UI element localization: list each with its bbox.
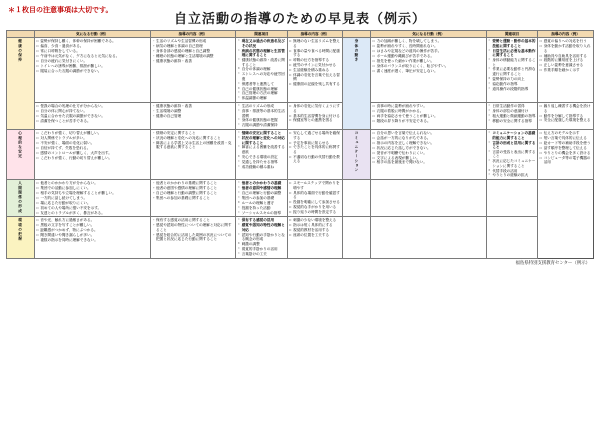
page-title: 自立活動の指導のための早見表（例示）	[173, 11, 426, 26]
table-cell	[371, 217, 487, 258]
list-item: □ やりとりの機会を多く設ける	[540, 151, 592, 155]
cell-item-list	[289, 181, 341, 214]
list-item: □ こだわりが強く、切り替えが難しい。	[36, 131, 148, 135]
header-rel-right: 関連項目	[486, 31, 537, 38]
cell-item-list	[488, 104, 535, 123]
list-item: □ 伝え方のモデルを示す	[540, 131, 592, 135]
list-item: □ 作業手順を細かく示す	[540, 68, 592, 72]
cell-item-list	[373, 39, 485, 73]
table-row	[7, 217, 594, 258]
list-item: □ 相手の話を最後まで聞けない。	[373, 160, 485, 164]
cell-item-list	[289, 218, 341, 237]
list-item: □ 視覚的教材を活用する	[289, 228, 341, 232]
table-cell	[371, 130, 487, 180]
cell-item-list	[373, 104, 485, 123]
list-item: □ 清潔を保つことが苦手である。	[36, 119, 148, 123]
list-item: ○ 状況に応じたコミュニケーションに関すること	[488, 159, 535, 168]
list-item: ○ 健康状態の維持・改善に関すること	[238, 58, 285, 67]
table-cell	[343, 217, 371, 258]
table-cell	[150, 130, 236, 180]
list-item: □ 黒板の文字を写すことが難しい。	[36, 223, 148, 227]
table-cell	[486, 217, 537, 258]
list-item: ・ 感覚や認知の特性についての理解と対応に関すること	[152, 223, 234, 232]
table-cell	[486, 103, 537, 130]
list-item: ・ 病気の理解と体調の自己管理	[152, 44, 234, 48]
list-item: □ 会話が一方的になりがちである。	[373, 136, 485, 140]
list-item: □ 絵カード等の補助手段を使う	[540, 141, 592, 145]
list-item: ○ 言語の形成と活用に関すること	[488, 141, 535, 150]
list-item: ○ 自分の体調の理解	[238, 67, 285, 71]
list-item: □ 刺激の少ない環境を整える	[289, 218, 341, 222]
list-item: ・ 障害による学習上又は生活上の困難を改善・克服する意欲に関すること	[152, 141, 234, 150]
list-item: □ 聞き間違いや聞き漏らしが多い。	[36, 233, 148, 237]
cell-item-list	[238, 218, 285, 256]
list-item: ・ 感覚を総合的に活用した周囲の状況についての把握と状況に応じた行動に関すること	[152, 233, 234, 242]
header-point-right: 指導の内容（例）	[538, 31, 594, 38]
list-item: □ 指示の内容を正しく理解できない。	[373, 141, 485, 145]
list-item: ・ 他者とのかかわりの基礎に関すること	[152, 181, 234, 185]
list-item: ○ 自己の健康状態の理解	[238, 87, 285, 91]
list-item: □ 服装に合った衣服の調節ができない。	[36, 69, 148, 73]
list-item: ○ 安心できる環境の設定	[238, 155, 285, 159]
cell-item-list	[540, 131, 592, 164]
cell-item-list	[488, 39, 535, 91]
list-item: ○ 衣服の調節や清潔保持	[238, 123, 285, 127]
list-item: □ 気温に合わせた衣服の調節ができない。	[36, 114, 148, 118]
list-item: □ 場に応じた行動が取りにくい。	[36, 201, 148, 205]
table-header	[7, 31, 594, 38]
list-item: □ 食事の時に姿勢が崩れやすい。	[373, 104, 485, 108]
list-item: ○ 姿勢と運動・動作の基本的技能に関すること	[488, 39, 535, 48]
list-item: □ 相手の気持ちや立場を理解することが難しい。	[36, 191, 148, 195]
list-item: □ 補助具や自助具を活用する	[540, 54, 592, 58]
list-item: ・ 情緒の安定に関すること	[152, 131, 234, 135]
list-item: ○ 集団への参加の基礎	[238, 196, 285, 200]
table-cell	[287, 180, 343, 217]
header-rel-left: 関連項目	[236, 31, 287, 38]
table-cell	[371, 180, 487, 217]
cell-item-list	[238, 39, 285, 100]
list-item: ○ 協応動作の指導	[488, 82, 535, 86]
list-item: □ 具体的な場面で行動を確認する	[289, 191, 341, 200]
list-item: □ 座席の位置を工夫する	[289, 233, 341, 237]
table-cell	[486, 180, 537, 217]
list-item: □ 感情のコントロールが難しく、大声を出す。	[36, 151, 148, 155]
list-item: ○ 自己管理の方法の理解	[238, 91, 285, 95]
list-item: □ コンピュータ等の電子機器の活用	[540, 156, 592, 165]
table-row	[7, 180, 594, 217]
list-item: □ 階段の昇り降りが不安定である。	[373, 119, 485, 123]
area-label-a4	[7, 217, 35, 258]
list-item: □ 偏食、少食・過食がある。	[36, 44, 148, 48]
cell-item-list	[36, 39, 148, 73]
table-row	[7, 103, 594, 130]
cell-item-list	[238, 181, 285, 215]
table-cell	[371, 38, 487, 103]
area-label-a2	[7, 130, 35, 180]
list-item: □ 呼吸の仕方を指導する	[289, 58, 341, 62]
area-label-text: 環境の把握	[18, 218, 23, 242]
list-item: □ 自信が持てず、失敗を恐れる。	[36, 146, 148, 150]
list-item: ○ ストレスへの対応や疲労回復	[238, 72, 285, 81]
list-item: □ 段階的に難易度を上げる	[540, 58, 592, 62]
table-body	[7, 38, 594, 258]
cell-item-list	[488, 131, 535, 178]
list-item: ・ 他者の意図や感情の理解に関すること	[152, 186, 234, 190]
table-cell	[287, 38, 343, 103]
cell-item-list	[152, 218, 234, 241]
cell-item-list	[238, 104, 285, 128]
list-item: □ 振り返りの時間を設定する	[289, 210, 341, 214]
list-item: □ 保健室等との連携を図る	[289, 118, 341, 122]
list-item: ○ 粗大運動と微細運動の指導	[488, 114, 535, 118]
list-item: □ 不安が強く、場面の変化に弱い。	[36, 141, 148, 145]
list-item: □ 不適切な行動の代替行動を教える	[289, 155, 341, 164]
list-item: □ 繰り返し練習する機会を設ける	[540, 104, 592, 113]
list-item: □ 午前中は元気がなく、夕方になると元気になる。	[36, 54, 148, 58]
cell-item-list	[36, 104, 148, 123]
list-item: ○ 生活のリズムの形成	[238, 104, 285, 108]
list-item: □ 書く速度が遅く、筆圧が安定しない。	[373, 69, 485, 73]
list-item: □ こだわりが強く、行動の切り替えが難しい。	[36, 156, 148, 160]
list-item: □ できたことを具体的に称賛する	[289, 145, 341, 154]
list-item: □ 常に口呼吸をしている。	[36, 49, 148, 53]
list-item: □ 身体の変化に気付くようにする	[289, 104, 341, 113]
list-item: □ 短い言葉で具体的に伝える	[540, 136, 592, 140]
list-item: □ 怪我の場合の処理の仕方が分からない。	[36, 104, 148, 108]
table-cell	[236, 180, 287, 217]
list-item: ・ 健康の自己管理	[152, 114, 234, 118]
list-item: □ 話す順序を整理して伝える	[540, 146, 592, 150]
area-label-text: 健康の保持	[18, 39, 23, 63]
table-cell	[486, 38, 537, 103]
cell-item-list	[540, 104, 592, 123]
list-item: □ 指示は短く具体的にする	[289, 223, 341, 227]
list-item: ・ 健康状態の維持・改善	[152, 104, 234, 108]
list-item: ○ 現在又は過去の疾患名及びその状況	[238, 39, 285, 48]
table-cell	[34, 130, 150, 180]
cell-item-list	[238, 131, 285, 169]
list-item: □ 身体を動かす活動を取り入れる	[540, 44, 592, 53]
list-item: □ 衣服の着脱に時間がかかる。	[373, 109, 485, 113]
list-item: □ はさみや定規などの道具の操作が苦手。	[373, 49, 485, 53]
list-item: □ ボール運動や縄跳びが苦手である。	[373, 54, 485, 58]
list-item: □ 健康面の記録を残し共有する	[289, 82, 341, 86]
list-item: □ 音や光、触れ方に過敏さがある。	[36, 218, 148, 222]
list-item: ○ 認知や行動の手掛かりとなる概念の形成	[238, 233, 285, 242]
cell-item-list	[540, 39, 592, 72]
list-item: □ 正しい姿勢を意識させる	[540, 63, 592, 67]
note-text: ＊１枚目の注意事項は大切です。	[8, 7, 113, 14]
list-item: □ 食事の量や食べる時間に配慮する	[289, 49, 341, 58]
cell-item-list	[152, 131, 234, 150]
table-cell	[236, 38, 287, 103]
table-cell	[150, 180, 236, 217]
cell-item-list	[36, 218, 148, 242]
list-item: ○ ルールの理解と遵守	[238, 201, 285, 205]
list-item: ○ 言葉掛けの工夫	[238, 252, 285, 256]
list-item: □ 安心して過ごせる場所を確保する	[289, 131, 341, 140]
list-item: □ 距離感がつかめず、物にぶつかる。	[36, 228, 148, 232]
list-item: ○ 移動の安全に関する指導	[488, 119, 535, 123]
header-worry-left: 気になる行動（例）	[34, 31, 150, 38]
main-table	[6, 30, 594, 259]
list-item: □ 対人関係でトラブルが多い。	[36, 136, 148, 140]
list-item: ○ 言語の受容と表出に関すること	[488, 150, 535, 159]
list-item: ○ 道具操作の段階的指導	[488, 87, 535, 91]
list-item: ○ 身体の部位の意識付け	[488, 109, 535, 113]
list-item: □ 自分の思いを言葉で伝えられない。	[373, 131, 485, 135]
table-row	[7, 38, 594, 103]
header-worry-right: 気になる行動（例）	[371, 31, 487, 38]
list-item: □ トイレへの誘導が困難、排泄が難しい。	[36, 64, 148, 68]
list-item: ○ 自己の理解と行動の調整	[238, 191, 285, 195]
table-cell	[343, 180, 371, 217]
table-cell	[538, 130, 594, 180]
list-item: ○ 保護者等と連携して	[238, 82, 285, 86]
list-item: ○ 疾病の状態の理解と生活管理に関すること	[238, 49, 285, 58]
header-point-left: 指導の内容（例）	[287, 31, 343, 38]
list-item: □ 予定を事前に知らせる	[289, 141, 341, 145]
list-item: ・ 身体各部の感覚の理解と自己調整	[152, 49, 234, 53]
list-item: ○ 作業に必要な動作と円滑な遂行に関すること	[488, 67, 535, 76]
table-cell	[236, 130, 287, 180]
area-label-a5	[343, 38, 371, 130]
list-item: □ 複数の指示を同時に理解できない。	[36, 238, 148, 242]
footer-text: 福島県特別支援教育センター（例示）	[515, 260, 590, 266]
list-item: ○ 他者の意図や感情の理解	[238, 186, 285, 190]
table-cell	[236, 103, 287, 130]
table-cell	[34, 38, 150, 103]
list-item: □ 視覚的な手がかりを用いる	[289, 205, 341, 209]
list-item: ○ 他者とのかかわりの基礎	[238, 181, 285, 185]
list-item: ○ 視覚的手掛かりの活用	[238, 247, 285, 251]
list-item: □ 他者とのかかわり方が分からない。	[36, 181, 148, 185]
list-item: □ 力の加減が難しく、物を壊してしまう。	[373, 39, 485, 43]
list-item: ○ 体温調節の理解	[238, 96, 285, 100]
table-cell	[538, 103, 594, 130]
table-row	[7, 130, 594, 180]
table-cell	[287, 217, 343, 258]
list-item: ○ 日常生活に必要な基本動作に関すること	[488, 49, 535, 58]
list-item: ○ コミュニケーションの基礎的能力に関すること	[488, 131, 535, 140]
area-label-a1	[7, 38, 35, 130]
list-item: □ 発音が不明瞭で伝わりにくい。	[373, 151, 485, 155]
table-cell	[236, 217, 287, 258]
table-cell	[150, 103, 236, 130]
table-cell	[150, 217, 236, 258]
list-item: □ 自分の体に関心が持てない。	[36, 109, 148, 113]
list-item: □ 初めての人や場所に強い不安を示す。	[36, 206, 148, 210]
list-item: ○ 状況の理解と変化への対応に関すること	[238, 136, 285, 145]
list-item: ・ 状況の理解と変化への対応に関すること	[152, 136, 234, 140]
cell-item-list	[152, 181, 234, 200]
table-cell	[34, 103, 150, 130]
area-label-text: 身体の動き	[354, 39, 359, 63]
list-item: ○ 役割を持った活動	[238, 206, 285, 210]
cell-item-list	[36, 181, 148, 215]
list-item: ○ 身体の移動能力に関すること	[488, 58, 535, 67]
table-cell	[287, 130, 343, 180]
list-item: □ 生活経験を積み重ねる	[289, 68, 341, 72]
table-cell	[486, 130, 537, 180]
list-item: ・ 生活のリズムや生活習慣の形成	[152, 39, 234, 43]
list-item: ○ 情緒の安定に関すること	[238, 131, 285, 135]
list-item: □ 動作を分解して指導する	[540, 114, 592, 118]
table-cell	[34, 180, 150, 217]
cell-item-list	[152, 39, 234, 63]
area-label-text: 心理的な安定	[18, 131, 23, 159]
list-item: □ 感覚の偏りへの対応を行う	[540, 39, 592, 43]
header-content-left: 指導の内容（例）	[150, 31, 236, 38]
area-label-text: 人間関係の形成	[18, 181, 23, 214]
list-item: □ 状況に応じた話し方ができない。	[373, 146, 485, 150]
list-item: ○ ソーシャルスキルの指導	[238, 211, 285, 215]
list-item: ・ 保有する感覚の活用に関すること	[152, 218, 234, 222]
list-item: □ 指先を使った細かい作業が難しい。	[373, 59, 485, 63]
list-item: ・ 健康状態の維持・改善	[152, 59, 234, 63]
list-item: □ 身体のバランスが取りにくく、転びやすい。	[373, 64, 485, 68]
list-item: ○ 食事・排泄等の基本的生活習慣	[238, 109, 285, 118]
list-item: □ 無理のない生活リズムを整える	[289, 39, 341, 48]
cell-item-list	[289, 39, 341, 86]
table-cell	[150, 38, 236, 103]
list-item: □ 疲労のサインに気付かせる	[289, 63, 341, 67]
list-item: □ スモールステップで関わりを増やす	[289, 181, 341, 190]
list-item: ○ 代替手段の活用	[488, 169, 535, 173]
list-item: □ 自分の疲れに気付きにくい。	[36, 59, 148, 63]
header-area-right	[343, 31, 371, 38]
area-label-a3	[7, 180, 35, 217]
list-item: ○ 刺激の調整	[238, 242, 285, 246]
list-item: □ 集団での活動に参加しにくい。	[36, 186, 148, 190]
list-item: □ 体調の変化を言葉で伝える習慣	[289, 73, 341, 82]
list-item: ○ 日常生活動作の習得	[488, 104, 535, 108]
area-label-text: コミュニケーション	[354, 131, 359, 173]
list-item: □ 安全に配慮した環境を整える	[540, 118, 592, 122]
list-item: ○ 姿勢保持の力の向上	[488, 77, 535, 81]
list-item: ・ 生活環境の調整	[152, 109, 234, 113]
list-item: ・ 自己の理解と行動の調整に関すること	[152, 191, 234, 195]
table-cell	[538, 38, 594, 103]
table-cell	[34, 217, 150, 258]
cell-item-list	[373, 131, 485, 165]
list-item: ○ 障害による困難を改善する意欲	[238, 145, 285, 154]
cell-item-list	[36, 131, 148, 160]
list-item: ○ 身体の健康状態の把握	[238, 118, 285, 122]
list-item: ・ 集団への参加の基礎に関すること	[152, 196, 234, 200]
table-cell	[287, 103, 343, 130]
list-item: □ 一方的に話し続けてしまう。	[36, 196, 148, 200]
list-item: ○ 見通しを持たせる指導	[238, 160, 285, 164]
list-item: □ 基本的生活習慣を身に付ける	[289, 114, 341, 118]
table-cell	[371, 103, 487, 130]
list-item: □ 役割を明確にして参加させる	[289, 200, 341, 204]
header-area-left	[7, 31, 35, 38]
list-item: □ 両手を協応させて使うことが難しい。	[373, 114, 485, 118]
cell-item-list	[289, 131, 341, 164]
cell-item-list	[289, 104, 341, 123]
area-label-a6	[343, 130, 371, 180]
list-item: ・ 睡眠の状態の理解と生活環境の調整	[152, 54, 234, 58]
list-item: ○ 成功経験の積み重ね	[238, 165, 285, 169]
list-item: □ 文字による表現が難しい。	[373, 156, 485, 160]
cell-item-list	[152, 104, 234, 118]
list-item: □ 姿勢が保持し難く、体幹の保持が困難である。	[36, 39, 148, 43]
list-item: □ 友達とのトラブルが多く、暴言がある。	[36, 211, 148, 215]
list-item: ○ 感覚や認知の特性の理解と対応	[238, 223, 285, 232]
list-item: ○ 保有する感覚の活用	[238, 218, 285, 222]
list-item: ○ やりとりの経験の拡大	[488, 173, 535, 177]
list-item: □ 姿勢が崩れやすく、長時間座れない。	[373, 44, 485, 48]
